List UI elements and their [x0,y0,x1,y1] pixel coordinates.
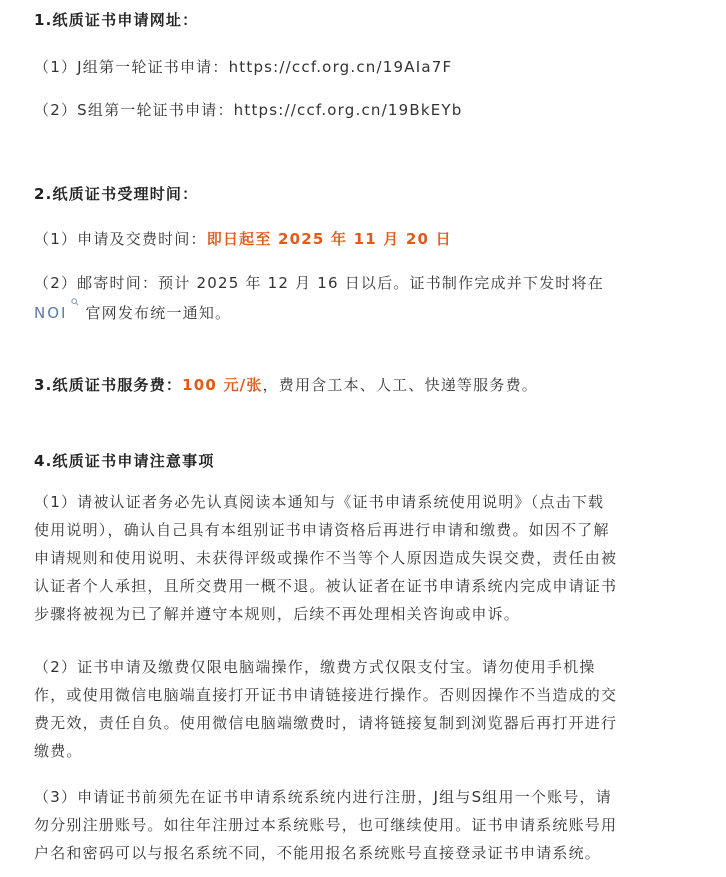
paragraph-line: （3）申请证书前须先在证书申请系统系统内进行注册，J组与S组用一个账号，请 [34,788,612,806]
application-deadline: 即日起至 2025 年 11 月 20 日 [206,230,452,248]
paragraph-line: 认证者个人承担，且所交费用一概不退。被认证者在证书申请系统内完成申请证书 [34,577,618,595]
s-group-url-line[interactable]: （2）S组第一轮证书申请：https://ccf.org.cn/19BkEYb [34,101,463,119]
application-time-line [34,229,452,249]
notice-paragraph-3 [34,783,694,867]
paragraph-line: 步骤将被视为已了解并遵守本规则，后续不再处理相关咨询或申诉。 [34,605,521,623]
notice-paragraph-1 [34,488,694,628]
mailing-time-rest: 官网发布统一通知。 [85,304,232,322]
paragraph-line: 户名和密码可以与报名系统不同，不能用报名系统账号直接登录证书申请系统。 [34,844,602,862]
paragraph-line: 勿分别注册账号。如往年注册过本系统账号，也可继续使用。证书申请系统账号用 [34,816,618,834]
section3-heading: 3.纸质证书服务费： [34,376,183,394]
noi-link[interactable] [34,304,67,322]
section4-heading: 4.纸质证书申请注意事项 [34,452,215,470]
notice-paragraph-2 [34,653,694,765]
mailing-time-line: （2）邮寄时间：预计 2025 年 12 月 16 日以后。证书制作完成并下发时将在 [34,274,604,292]
section2-heading: 2.纸质证书受理时间： [34,185,199,203]
service-fee-line [34,375,538,395]
search-icon [71,298,79,306]
paragraph-line: 使用说明），确认自己具有本组别证书申请资格后再进行申请和缴费。如因不了解 [34,521,610,539]
service-fee-note: ，费用含工本、人工、快递等服务费。 [262,376,538,394]
application-time-label: （1）申请及交费时间： [34,230,207,248]
paragraph-line: 缴费。 [34,742,83,760]
paragraph-line: 费无效，责任自负。使用微信电脑端缴费时，请将链接复制到浏览器后再打开进行 [34,714,618,732]
noi-link-text[interactable]: NOI [34,304,68,322]
paragraph-line: （1）请被认证者务必先认真阅读本通知与《证书申请系统使用说明》（点击下载 [34,493,605,511]
paragraph-line: 申请规则和使用说明、未获得评级或操作不当等个人原因造成失误交费，责任由被 [34,549,618,567]
paragraph-line: 作，或使用微信电脑端直接打开证书申请链接进行操作。否则因操作不当造成的交 [34,686,618,704]
section1-heading: 1.纸质证书申请网址： [34,11,199,29]
mailing-time-line-2 [34,303,231,323]
paragraph-line: （2）证书申请及缴费仅限电脑端操作，缴费方式仅限支付宝。请勿使用手机操 [34,658,596,676]
j-group-url-line[interactable]: （1）J组第一轮证书申请：https://ccf.org.cn/19AIa7F [34,58,453,76]
service-fee-price: 100 元/张 [182,376,263,394]
